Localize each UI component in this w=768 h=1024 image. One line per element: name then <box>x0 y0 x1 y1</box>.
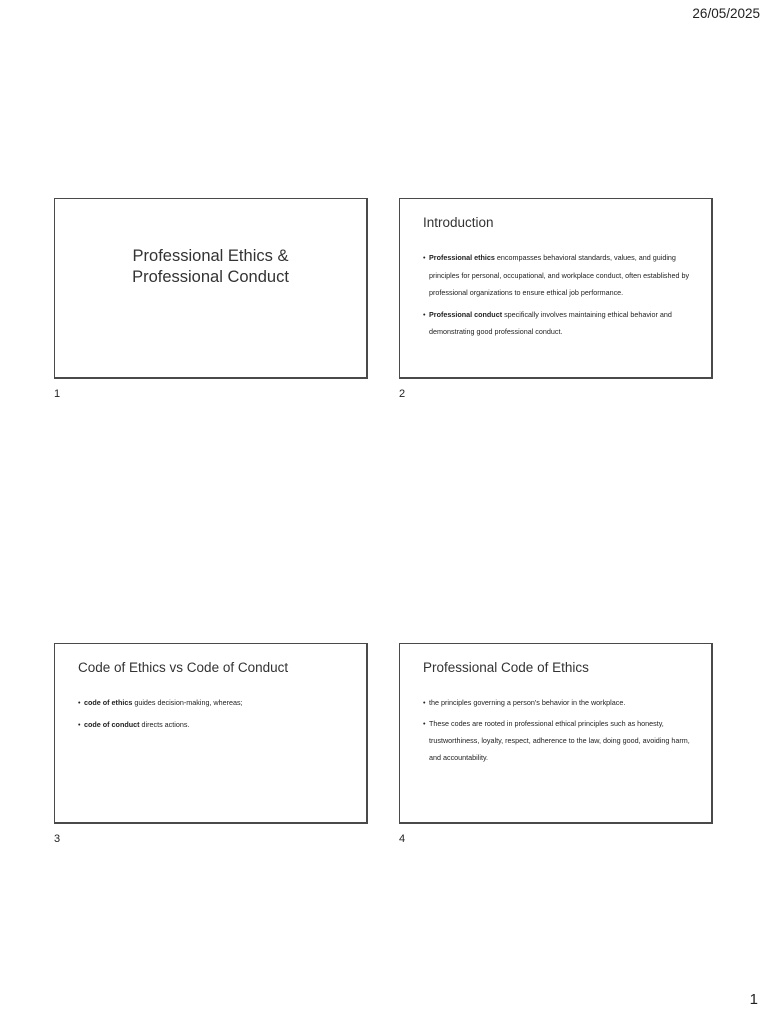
slide-2-bullet-1 <box>423 249 693 302</box>
slide-4-bullet-2-text: These codes are rooted in professional ethical principles such as honesty, trustworthiness, loyalty, respect, adherence to the law, doing good, avoiding harm, and accountability. <box>429 719 690 762</box>
slide-2-bullet-2-text: specifically involves maintaining ethical behavior and demonstrating good professional conduct. <box>429 309 672 336</box>
slide-2-bullet-list <box>423 249 693 345</box>
slide-2-bullet-2-bold: Professional conduct <box>429 309 503 319</box>
slide-4-bullet-list <box>423 694 693 770</box>
slide-number-4: 4 <box>399 833 406 845</box>
slide-1-title-line-1: Professional Ethics & <box>132 247 289 265</box>
slide-thumbnail-2 <box>399 198 713 379</box>
slide-3-bullet-list <box>78 694 348 737</box>
slide-4-bullet-2 <box>423 715 693 766</box>
slide-3-bullet-2-bold: code of conduct <box>84 719 140 729</box>
bullet-dot: • <box>78 698 81 707</box>
slide-4-heading: Professional Code of Ethics <box>423 660 589 675</box>
slide-3-bullet-2 <box>78 716 348 734</box>
bullet-dot: • <box>423 253 426 262</box>
bullet-dot: • <box>78 719 81 729</box>
slide-3-bullet-1 <box>78 694 348 712</box>
slide-4-bullet-1-text: the principles governing a person's behavior in the workplace. <box>429 698 626 707</box>
slide-thumbnail-4 <box>399 643 713 824</box>
page-number: 1 <box>749 991 758 1008</box>
slide-number-2: 2 <box>399 388 406 400</box>
slide-2-bullet-1-text: encompasses behavioral standards, values, and guiding principles for personal, occupational, and workplace conduct, often established by professional organizations to ensure ethical job performance. <box>429 253 690 297</box>
slide-1-title-line-2: Professional Conduct <box>132 268 289 286</box>
slide-1-title <box>55 246 366 288</box>
slide-number-1: 1 <box>54 388 61 400</box>
slide-2-bullet-1-bold: Professional ethics <box>429 253 495 262</box>
slide-number-3: 3 <box>54 833 61 845</box>
bullet-dot: • <box>423 719 426 728</box>
slide-thumbnail-1 <box>54 198 368 379</box>
slide-thumbnail-3 <box>54 643 368 824</box>
slide-3-bullet-2-text: directs actions. <box>139 719 190 729</box>
slide-3-bullet-1-bold: code of ethics <box>84 698 133 707</box>
slide-3-heading: Code of Ethics vs Code of Conduct <box>78 660 289 675</box>
bullet-dot: • <box>423 698 426 707</box>
bullet-dot: • <box>423 309 426 319</box>
slide-2-bullet-2 <box>423 306 693 341</box>
handout-date: 26/05/2025 <box>692 6 760 21</box>
slide-2-heading: Introduction <box>423 215 494 230</box>
slide-4-bullet-1 <box>423 694 693 711</box>
slide-3-bullet-1-text: guides decision-making, whereas; <box>132 698 243 707</box>
